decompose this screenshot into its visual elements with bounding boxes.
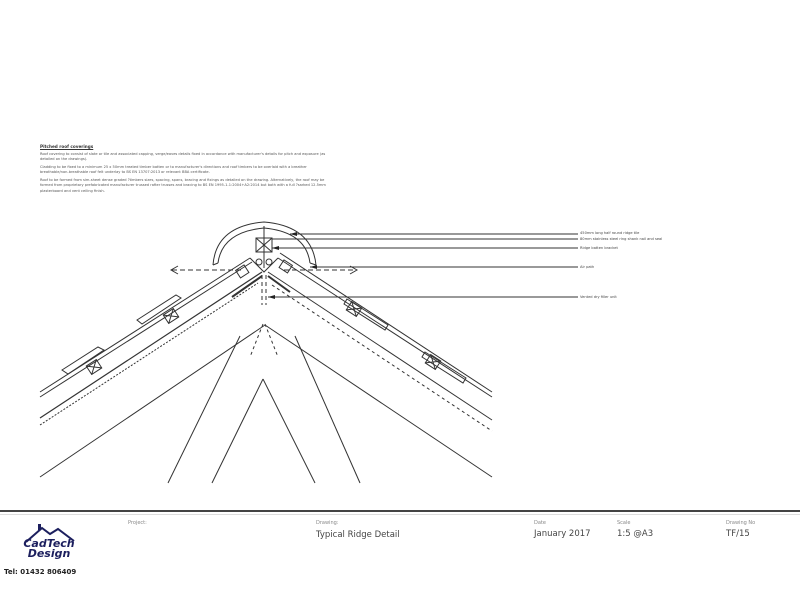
scale-value: 1:5 @A3 — [617, 529, 654, 539]
title-block-divider-light — [0, 514, 800, 515]
drawing-number-label: Drawing No — [726, 520, 756, 526]
drawing-number-value: TF/15 — [726, 529, 750, 539]
project-label: Project: — [128, 520, 147, 526]
notes-paragraph: Roof covering to consist of slate or tile and associated capping, verge/eaves details fixed in accordance with manufacturer's details for pitch and exposure (as detailed on the drawings). — [40, 152, 326, 162]
company-name — [20, 539, 78, 559]
annotation-air-path: Air path — [580, 264, 595, 269]
annotation-ring-shank-nail: 80mm stainless steel ring shank nail and seal — [580, 236, 663, 241]
date-label: Date — [534, 520, 546, 526]
company-name-line2: Design — [27, 547, 71, 560]
date-value: January 2017 — [534, 529, 591, 539]
scale-label: Scale — [617, 520, 631, 526]
title-block-divider — [0, 510, 800, 512]
notes-paragraph: Cladding to be fixed to a minimum 25 x 50mm treated timber batten or to manufacturer's directions and roof timbers to be overlaid with a breather breathable/non-breathable roof felt underlay to BS EN 13707:2013 or relevant BBA certificate. — [40, 165, 307, 175]
annotation-dry-filler: Vented dry filler unit — [580, 294, 617, 299]
drawing-title: Typical Ridge Detail — [316, 530, 400, 540]
title-block — [0, 510, 800, 600]
company-name-line1: CadTech — [23, 537, 75, 550]
company-telephone: Tel: 01432 806409 — [4, 568, 77, 576]
drawing-label: Drawing: — [316, 520, 339, 526]
annotation-ridge-tile: 450mm long half round ridge tile — [580, 231, 640, 235]
notes-title: Pitched roof coverings — [40, 144, 94, 149]
annotation-ridge-bracket: Ridge batten bracket — [580, 245, 618, 250]
notes-paragraph: Roof to be formed from sim-sheet dense graded ?timbers sizes, spacing, spans, bracing and fixings as detailed on the drawing. Alternatively, the roof may be formed from proprietary prefabricated manufacturer trussed rafter trusses and bracing to BS EN 1995-1-1:2004+A2:2014 but both with a full ?sarked 12.5mm plasterboard and vent ceiling finish. — [40, 178, 326, 193]
